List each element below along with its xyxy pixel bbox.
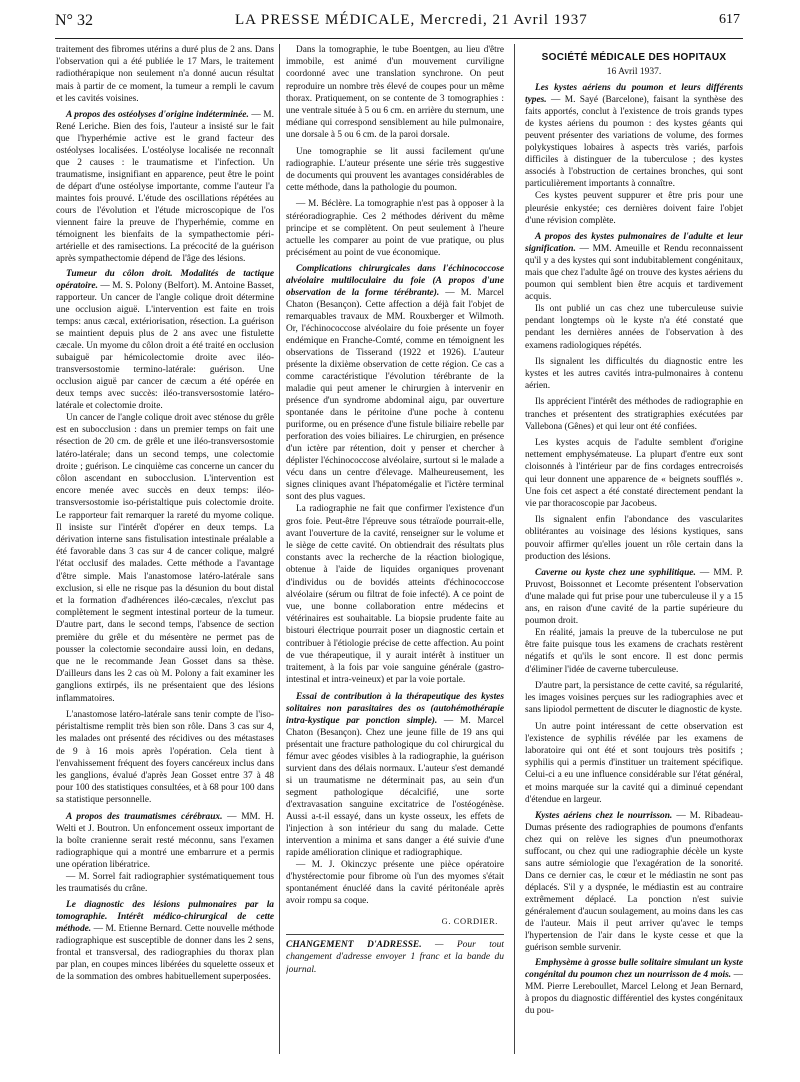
paragraph: — M. Sorrel fait radiographier systématiquement tous les traumatisés du crâne. (56, 871, 274, 894)
article-body: — MM. Pierre Lereboullet, Marcel Lelong et Jean Bernard, à propos du diagnostic différentiel des kystes congénitaux du pou- (525, 969, 743, 1016)
paragraph: Ils signalent enfin l'abondance des vascularites oblitérantes au voisinage des lésions kystiques, sans pouvoir affirmer qu'elles jouent un rôle certain dans la production des lésions. (525, 515, 743, 562)
article-body: — MM. P. Pruvost, Boissonnet et Lecomte présentent l'observation d'une malade qui fut prise pour une tuberculeuse il y a 15 ans, en raison d'une cavité de la partie supérieure du poumon droit. (525, 568, 743, 627)
heading-text: Tumeur du côlon droit. Modalités de tactique opératoire. (56, 269, 274, 292)
notice-divider (286, 934, 504, 935)
article-body: — M. Marcel Chaton (Besançon). Cette affection a déjà fait l'objet de remarquables travaux de MM. Rouxberger et Wilmoth. Or, l'échinococcose alvéolaire du foie présente un foyer endémique en Franche-Comté, comme en témoignent les observations de Tisserand (1922 et 1926). L'auteur présente la dixième observation de cette région. Ce cas a comme caractéristique l'évolution térébrante de la maladie qui peut amener le chirurgien à intervenir en présence d'un syndrome abdominal aigu, par ouverture spontanée dans le péritoine d'une poche à contenu puriforme, ou en présence d'une fistule biliaire rebelle par perforation des voies biliaires. Le chirurgien, en présence d'un ictère par rétention, doit y penser et chercher à déplister l'échinococcose alvéolaire, surtout si le malade a vécu dans un centre d'élevage. Malheureusement, les signes cliniques avant l'hépatomégalie et l'ictère terminal sont des plus vagues. (286, 288, 504, 503)
article-heading (525, 810, 743, 954)
address-change-notice (286, 939, 504, 977)
article-body: — M. René Leriche. Bien des fois, l'auteur a insisté sur le fait que l'hyperhémie active est le grand facteur des ostéolyses localisées. L'ostéolyse localisée ne reconnaît que 2 causes : le traumatisme et l'infection. Un traumatisme, insignifiant en apparence, peut être le point de départ d'une ostéolyse importante, comme l'auteur l'a maintes fois prouvé. L'étude des oscillations répétées au cours de l'évolution et l'étude microscopique de l'os viennent faire la preuve de l'hyperhémie, comme en témoignent les bienfaits de la sympathectomie péri-artérielle et des ramisections. La précocité de la guérison après sympathectomie dépend de l'âge des lésions. (56, 110, 274, 265)
article-heading (286, 691, 504, 859)
article-heading (525, 231, 743, 303)
paragraph: Ils ont publié un cas chez une tuberculeuse suivie pendant longtemps où le kyste n'a été constaté que pendant les dernières années de l'observation à des examens radiologiques répétés. (525, 304, 743, 351)
column-middle (286, 44, 504, 1054)
article-heading (525, 82, 743, 190)
article-heading (56, 109, 274, 265)
article-body: — M. Ribadeau-Dumas présente des radiographies de poumons d'enfants chez qui on relève les signes d'un pneumothorax suffocant, ou chez qui une radiographie décèle un kyste sans autre sémiologie que l'exagération de la sonorité. Dans ce dernier cas, le cœur et le médiastin ne sont pas déplacés. S'il y a dyspnée, le médiastin est au contraire extrêmement déplacé. La ponction n'est suivie généralement d'aucun soulagement, au moins dans les cas de l'auteur. Mais il peut arriver qu'avec le temps l'hypertension de l'air dans le kyste cesse et que la guérison semble survenir. (525, 810, 743, 953)
paragraph: En réalité, jamais la preuve de la tuberculose ne put être faite puisque tous les examens de crachats restèrent négatifs et qu'ils le sont encore. Il est donc permis d'éliminer l'idée de caverne tuberculeuse. (525, 628, 743, 675)
notice-body: — Pour tout changement d'adresse envoyer 1 franc et la bande du journal. (286, 939, 504, 975)
heading-text: Caverne ou kyste chez une syphilitique. (535, 568, 696, 579)
paragraph: Les kystes acquis de l'adulte semblent d'origine nettement emphysémateuse. La plupart d'entre eux sont cloisonnés à l'intérieur par de fins cordages entrecroisés qui leur donnent une apparence de « beignets soufflés ». Une fois cet aspect a été constaté directement pendant la vie par thoracoscopie par Jacobeus. (525, 438, 743, 510)
column-divider (514, 44, 515, 1054)
heading-text: Le diagnostic des lésions pulmonaires par la tomographie. Intérêt médico-chirurgical de cette méthode. (56, 899, 274, 934)
journal-title: LA PRESSE MÉDICALE, Mercredi, 21 Avril 1937 (235, 12, 588, 28)
article-body: — MM. H. Welti et J. Boutron. Un enfoncement osseux important de la boîte cranienne serait resté méconnu, sans l'examen radiographique qui a montré une embarrure et a permis une opération libératrice. (56, 811, 274, 870)
article-heading (525, 567, 743, 627)
article-heading (56, 899, 274, 983)
heading-text: A propos des kystes pulmonaires de l'adulte et leur signification. (525, 232, 743, 255)
article-heading (286, 263, 504, 503)
heading-text: Les kystes aériens du poumon et leurs différents types. (525, 83, 743, 106)
paragraph: Une tomographie se lit aussi facilement qu'une radiographie. L'auteur présente une série très suggestive de documents qui prouvent les avantages considérables de cette méthode, dans la pathologie du poumon. (286, 146, 504, 194)
paragraph: traitement des fibromes utérins a duré plus de 2 ans. Dans l'observation qui a été publiée le 17 Mars, le traitement radiothérapique non seulement n'a donné aucun résultat mais à partir de ce moment, la tumeur a rempli le cavum et les cavités voisines. (56, 45, 274, 104)
section-date: 16 Avril 1937. (606, 67, 662, 78)
article-heading (56, 268, 274, 412)
column-divider (279, 44, 280, 1054)
heading-text: A propos des ostéolyses d'origine indéterminée. (66, 110, 249, 121)
page-number: 617 (719, 12, 740, 27)
heading-text: Kystes aériens chez le nourrisson. (535, 810, 673, 821)
paragraph: — M. Béclère. La tomographie n'est pas à opposer à la stéréoradiographie. Ces 2 méthodes dérivent du même principe et se complètent. On peut seulement à l'heure actuelle les comparer au point de vue pratique, ou plus précisément au point de vue économique. (286, 199, 504, 259)
page-header (55, 8, 740, 38)
signature: G. CORDIER. (441, 916, 498, 927)
paragraph: Ces kystes peuvent suppurer et être pris pour une pleurésie enkystée; ces dernières doivent faire l'objet d'une révision complète. (525, 191, 743, 226)
article-body: — M. Sayé (Barcelone), faisant la synthèse des faits apportés, conclut à l'existence de trois grands types de kystes aériens du poumon : des kystes géants qui peuvent présenter des variations de volume, des formes polykystiques lobaires à aspects très variés, parfois difficiles à distinguer de la tuberculose ; des kystes associés à l'obstruction de certaines bronches, qui sont particulièrement importants à connaître. (525, 95, 743, 190)
paragraph: Dans la tomographie, le tube Boentgen, au lieu d'être immobile, est animé d'un mouvement curviligne coordonné avec une translation synchrone. On peut reproduire un nombre très élevé de coupes pour un même thorax. Pratiquement, on se contente de 3 tomographies : une ventrale située à 5 ou 6 cm. en arrière du sternum, une médiane qui correspond sensiblement au hile pulmonaire, une dorsale à 5 ou 6 cm. de la paroi dorsale. (286, 45, 504, 141)
heading-text: A propos des traumatismes cérébraux. (66, 811, 223, 822)
issue-number: N° 32 (55, 12, 93, 29)
article-body: — M. Marcel Chaton (Besançon). Chez une jeune fille de 19 ans qui présentait une fracture pathologique du col chirurgical du fémur avec géodes visibles à la radiographie, la guérison survient dans des délais normaux. L'auteur s'est demandé si un traumatisme ne déterminait pas, au sein d'un segment pathologique décalcifié, une sorte d'extravasation sanguine excitatrice de l'ostéogénèse. Aussi a-t-il essayé, dans un kyste osseux, les effets de l'injection à son intérieur du sang du malade. Cette intervention a minima et sans danger a été suivie d'une rapide amélioration clinique et radiographique. (286, 715, 504, 858)
article-body: — M. S. Polony (Belfort). M. Antoine Basset, rapporteur. Un cancer de l'angle colique droit détermine une occlusion aiguë. L'intervention est faite en trois temps: anus cæcal, extériorisation, résection. La guérison se maintient depuis plus de 2 ans avec une fistulette cæcale. Un myome du côlon droit a été traité en occlusion subaiguë par hémicolectomie droite avec iléo-transversostomie termino-latérale: guérison. Une occlusion aiguë par cancer de cæcum a été opérée en deux temps avec succès: iléo-transversostomie latéro-latérale et colectomie droite. (56, 281, 274, 412)
section-title: SOCIÉTÉ MÉDICALE DES HOPITAUX (541, 52, 727, 63)
paragraph: L'anastomose latéro-latérale sans tenir compte de l'iso-péristaltisme remplit très bien son rôle. Dans 3 cas sur 4, les malades ont présenté des récidives ou des métastases de 9 à 16 mois après l'opération. Cela tient à l'envahissement fréquent des foyers cancéreux inclus dans les ganglions, évalué d'après Jean Gosset entre 37 à 48 pour 100 des statistiques consultées, et à 68 pour 100 dans sa statistique personnelle. (56, 709, 274, 806)
heading-text: Essai de contribution à la thérapeutique des kystes solitaires non parasitaires des os (autohémothérapie intra-kystique par ponction simple). (286, 691, 504, 726)
paragraph: Un autre point intéressant de cette observation est l'existence de syphilis révélée par les examens de laboratoire qui ont été et sont toujours très positifs ; syphilis qui a permis d'instituer un traitement spécifique. Celui-ci a eu une influence considérable sur l'état général, et moins marquée sur la cavité qui a diminué cependant d'étendue en largeur. (525, 721, 743, 805)
article-heading (525, 957, 743, 1017)
column-right (525, 44, 743, 1054)
paragraph: La radiographie ne fait que confirmer l'existence d'un gros foie. Peut-être l'épreuve sous tétraïode pourrait-elle, avant l'ouverture de la cavité, renseigner sur le volume et le siège de cette cavité. On obtiendrait des résultats plus constants avec la recherche de la réaction biologique, obtenue à l'aide de liquides organiques provenant d'individus ou de bovidés atteints d'échinococcose alvéolaire (sérum ou filtrat de foie infecté). A ce point de vue, une bonne collaboration entre médecins et vétérinaires est souhaitable. La biopsie prudente faite au bistouri électrique pourrait poser un diagnostic certain et contribuer à l'étiologie précise de cette affection. Au point de vue thérapeutique, il y aurait intérêt à instituer un traitement, à la fois par voie sanguine générale (gastro-intestinal et intra-veineux) et par la voie portale. (286, 504, 504, 686)
heading-text: Emphysème à grosse bulle solitaire simulant un kyste congénital du poumon chez un nourrisson de 4 mois. (525, 957, 743, 980)
heading-text: Complications chirurgicales dans l'échinococcose alvéolaire multiloculaire du foie (A propos d'une observation de la forme térébrante). (286, 264, 504, 299)
article-heading (56, 811, 274, 871)
paragraph: Ils apprécient l'intérêt des méthodes de radiographie en tranches et présentent des stratigraphies exécutées par Vallebona (Gênes) et qui leur ont été confiées. (525, 397, 743, 432)
paragraph: Ils signalent les difficultés du diagnostic entre les kystes et les autres cavités intra-pulmonaires à contenu aérien. (525, 356, 743, 392)
article-body: — M. Etienne Bernard. Cette nouvelle méthode radiographique est susceptible de donner dans les 2 sens, frontal et transversal, des radiographies du thorax plan par plan, en coupes minces libérées du squelette osseux et de la sommation des ombres habituellement superposées. (56, 923, 274, 982)
column-left (56, 44, 274, 1054)
header-rule (55, 38, 743, 39)
article-body: — MM. Ameuille et Rendu reconnaissent qu'il y a des kystes qui sont indubitablement congénitaux, mais que chez l'adulte âgé on trouve des kystes aériens du poumon qui semblent bien être acquis et tardivement acquis. (525, 244, 743, 303)
notice-title: CHANGEMENT D'ADRESSE. (286, 939, 422, 950)
paragraph: — M. J. Okinczyc présente une pièce opératoire d'hystérectomie pour fibrome où l'un des myomes s'était spontanément énucléé dans la cavité péritonéale après avoir rompu sa coque. (286, 859, 504, 907)
paragraph: Un cancer de l'angle colique droit avec sténose du grêle est en subocclusion : dans un premier temps on fait une résection de 20 cm. de grêle et une iléo-transversostomie latéro-latérale; dans un second temps, une colectomie droite ; guérison. Le cinquième cas concerne un cancer du côlon ascendant en subocclusion. L'intervention est encore menée avec succès en deux temps: iléo-transversostomie iso-péristaltique puis colectomie droite. Le rapporteur fait remarquer la rareté du myome colique. Il insiste sur l'intérêt d'opérer en deux temps. La dérivation interne sans fistulisation intestinale préalable a été favorable dans 3 cas sur 4 de cancer colique, malgré l'état occlusif des malades. Cette méthode a l'avantage d'être simple. Mais l'anastomose latéro-latérale sans exclusion, si elle ne risque pas la désunion du bout distal et la formation d'adhérences iléo-cæcales, n'exclut pas complètement le segment intestinal porteur de la tumeur. D'autre part, dans le second temps, l'absence de section première du grêle et du mésentère ne permet pas de pousser la colectomie secondaire aussi loin, en dedans, que ne le recommande Jean Gosset dans sa thèse. D'ailleurs dans les 2 cas où M. Polony a fait examiner les ganglions extirpés, ils ne présentaient que des lésions inflammatoires. (56, 413, 274, 704)
paragraph: D'autre part, la persistance de cette cavité, sa régularité, les images voisines perçues sur les radiographies avec et sans lipiodol permettent de discuter le diagnostic de kyste. (525, 680, 743, 716)
